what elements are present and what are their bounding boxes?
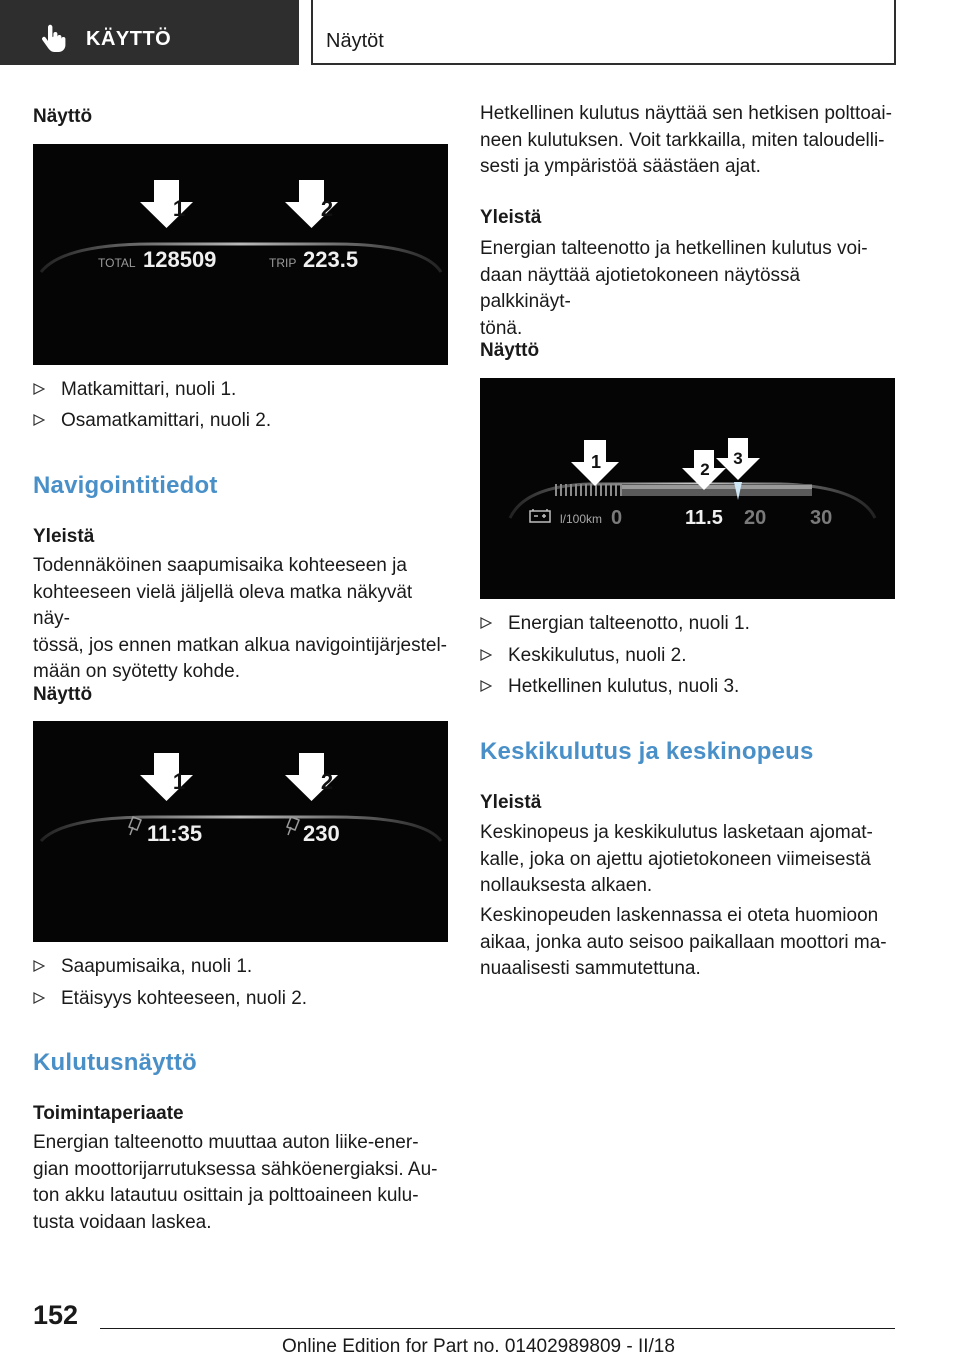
arrow-1-label: 1 bbox=[172, 769, 186, 794]
triangle-bullet-icon bbox=[33, 414, 45, 426]
arrow-1-label: 1 bbox=[172, 196, 186, 221]
bullet-text: Osamatkamittari, nuoli 2. bbox=[61, 410, 272, 431]
display-heading-2: Näyttö bbox=[33, 684, 93, 705]
trip-value: 223.5 bbox=[303, 247, 359, 272]
bullet-text: Energian talteenotto, nuoli 1. bbox=[508, 613, 750, 634]
odometer-display-figure bbox=[33, 144, 448, 365]
section-title-navigation: Navigointitiedot bbox=[33, 472, 218, 499]
general-heading: Yleistä bbox=[480, 207, 542, 228]
header-chapter-title: Näytöt bbox=[326, 30, 384, 52]
unit-label: l/100km bbox=[560, 512, 603, 526]
arrow-2-label: 2 bbox=[320, 196, 334, 221]
total-value: 128509 bbox=[143, 247, 217, 272]
general-heading: Yleistä bbox=[480, 792, 542, 813]
header-chapter-box bbox=[311, 0, 896, 65]
general-heading: Yleistä bbox=[33, 526, 95, 547]
navigation-display-figure bbox=[33, 721, 448, 942]
flag-icon bbox=[129, 817, 141, 835]
bullet-text: Saapumisaika, nuoli 1. bbox=[61, 956, 253, 977]
average-paragraph-1: Keskinopeus ja keskikulutus lasketaan ajomat‐ kalle, joka on ajettu ajotietokoneen viimeisestä nollauksesta alkaen. bbox=[480, 822, 873, 896]
arrow-1-icon bbox=[140, 753, 193, 801]
average-paragraph-2: Keskinopeuden laskennassa ei oteta huomioon aikaa, jonka auto seisoo paikallaan moottori ma‐ nuaalisesti sammutettuna. bbox=[480, 905, 887, 979]
arrow-2-icon bbox=[285, 180, 338, 228]
arrow-2-icon bbox=[285, 753, 338, 801]
triangle-bullet-icon bbox=[33, 992, 45, 1004]
trip-label: TRIP bbox=[269, 256, 297, 270]
battery-icon bbox=[530, 509, 550, 522]
arrow-1-icon bbox=[571, 440, 619, 486]
scale-label-20: 20 bbox=[744, 507, 767, 529]
display-heading-1: Näyttö bbox=[33, 106, 93, 127]
navigation-paragraph: Todennäköinen saapumisaika kohteeseen ja kohteeseen vielä jäljellä oleva matka näkyvät näy‐ tössä, jos ennen matkan alkua navigointijärjestel‐ mään on syötetty kohde. bbox=[33, 555, 448, 682]
general-paragraph: Energian talteenotto ja hetkellinen kulutus voi‐ daan näyttää ajotietokoneen näytössä palkkinäyt‐ tönä. bbox=[480, 238, 868, 339]
triangle-bullet-icon bbox=[480, 617, 492, 629]
scale-label-0: 0 bbox=[611, 507, 623, 529]
page-number: 152 bbox=[33, 1300, 79, 1330]
recuperation-bar bbox=[552, 484, 622, 496]
arrival-time-value: 11:35 bbox=[147, 821, 203, 846]
arrow-3-label: 3 bbox=[733, 449, 743, 468]
flag-icon bbox=[287, 817, 299, 835]
triangle-bullet-icon bbox=[480, 649, 492, 661]
scale-label-30: 30 bbox=[810, 507, 833, 529]
section-title-average: Keskikulutus ja keskinopeus bbox=[480, 738, 814, 765]
consumption-display-figure bbox=[480, 378, 895, 599]
triangle-bullet-icon bbox=[33, 383, 45, 395]
arrow-1-label: 1 bbox=[590, 452, 602, 472]
bullet-text: Keskikulutus, nuoli 2. bbox=[508, 645, 687, 666]
display-heading-3: Näyttö bbox=[480, 340, 540, 361]
triangle-bullet-icon bbox=[33, 960, 45, 972]
distance-value: 230 bbox=[303, 821, 340, 846]
arrow-1-icon bbox=[140, 180, 193, 228]
footer-edition-text: Online Edition for Part no. 01402989809 - II/18 bbox=[282, 1336, 675, 1357]
principle-heading: Toimintaperiaate bbox=[33, 1103, 184, 1124]
bullet-text: Etäisyys kohteeseen, nuoli 2. bbox=[61, 988, 308, 1009]
arrow-2-label: 2 bbox=[700, 460, 710, 479]
footer-rule bbox=[100, 1328, 895, 1329]
total-label: TOTAL bbox=[98, 256, 136, 270]
hand-pointer-icon bbox=[38, 24, 68, 54]
triangle-bullet-icon bbox=[480, 680, 492, 692]
intro-paragraph: Hetkellinen kulutus näyttää sen hetkisen polttoai‐ neen kulutuksen. Voit tarkkailla, miten taloudelli‐ sesti ja ympäristöä säästäen ajat. bbox=[480, 103, 892, 177]
section-title-consumption: Kulutusnäyttö bbox=[33, 1049, 197, 1076]
bullet-text: Hetkellinen kulutus, nuoli 3. bbox=[508, 676, 740, 697]
current-consumption-value: 11.5 bbox=[685, 507, 723, 529]
consumption-paragraph: Energian talteenotto muuttaa auton liike-ener‐ gian moottorijarrutuksessa sähköenergiaksi. Au‐ ton akku latautuu osittain ja polttoaineen kulu‐ tusta voidaan laskea. bbox=[33, 1132, 438, 1233]
arrow-2-label: 2 bbox=[320, 769, 334, 794]
header-section-title: KÄYTTÖ bbox=[86, 28, 172, 50]
arrow-3-icon bbox=[716, 438, 760, 480]
bullet-text: Matkamittari, nuoli 1. bbox=[61, 379, 237, 400]
